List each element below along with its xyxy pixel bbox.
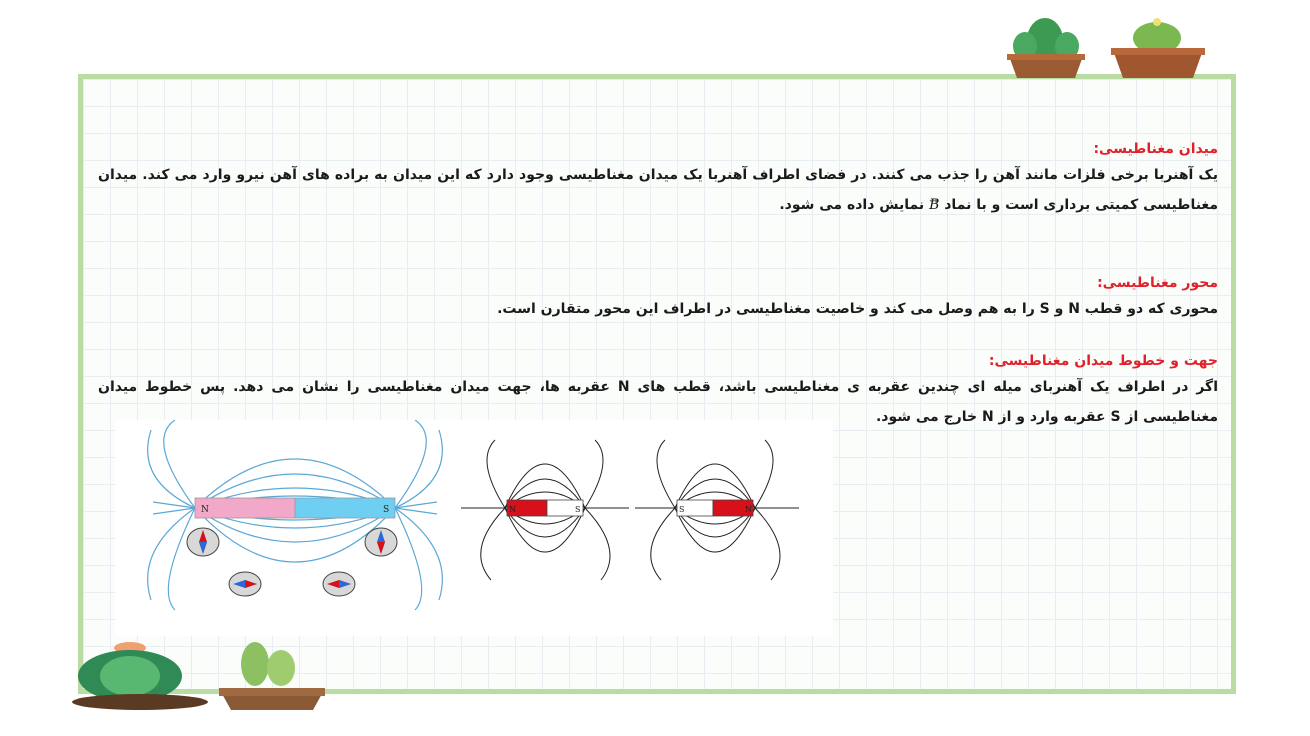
bar-magnet-south-half: [295, 498, 395, 518]
heading-magnetic-field: میدان مغناطیسی:: [1093, 141, 1218, 157]
right-magnet-n-label: N: [745, 505, 752, 514]
cactus-pot-bottom-left-icon: [70, 640, 210, 712]
middle-magnet-s-label: S: [575, 505, 581, 514]
compass-3: [323, 572, 355, 596]
magnet-field-figure: [115, 420, 833, 636]
paragraph-magnetic-axis: محوری که دو قطب N و S را به هم وصل می کند و خاصیت مغناطیسی در اطراف این محور متقارن است.: [497, 301, 1218, 317]
right-magnet-s-label: S: [679, 505, 685, 514]
compass-2: [229, 572, 261, 596]
section-magnetic-axis: [98, 272, 1218, 324]
cactus-pot-top-right-icon: [1105, 12, 1210, 80]
middle-magnet-n-label: N: [509, 505, 516, 514]
heading-magnetic-axis: محور مغناطیسی:: [1097, 275, 1218, 291]
bar-magnet-n-label: N: [201, 505, 209, 515]
heading-field-lines: جهت و خطوط میدان مغناطیسی:: [988, 353, 1218, 369]
paragraph-field-lines: اگر در اطراف یک آهنربای میله ای چندین عقربه ی مغناطیسی باشد، قطب های N عقربه ها، جهت میدان مغناطیسی را نشان می دهد. پس خطوط میدان مغناطیسی از S عقربه وارد و از N خارج می شود.: [98, 379, 1218, 425]
cactus-pot-top-left-icon: [995, 10, 1095, 80]
paragraph-magnetic-field: [98, 160, 1218, 220]
cactus-pot-bottom-center-icon: [215, 638, 330, 712]
compass-4: [365, 528, 397, 556]
section-magnetic-field: [98, 138, 1218, 220]
bar-magnet-north-half: [195, 498, 295, 518]
compass-1: [187, 528, 219, 556]
b-vector-symbol: → B: [929, 197, 939, 213]
paragraph-magnetic-field-part2: نمایش داده می شود.: [779, 197, 925, 213]
magnet-field-diagram: [115, 420, 833, 636]
bar-magnet-s-label: S: [383, 505, 390, 515]
paragraph-magnetic-field-part1: یک آهنربا برخی فلزات مانند آهن را جذب می کنند. در فضای اطراف آهنربا یک میدان مغناطیسی وجود دارد که این میدان به براده های آهن نیرو وارد می کند. میدان مغناطیسی کمیتی برداری است و با نماد: [98, 167, 1218, 213]
